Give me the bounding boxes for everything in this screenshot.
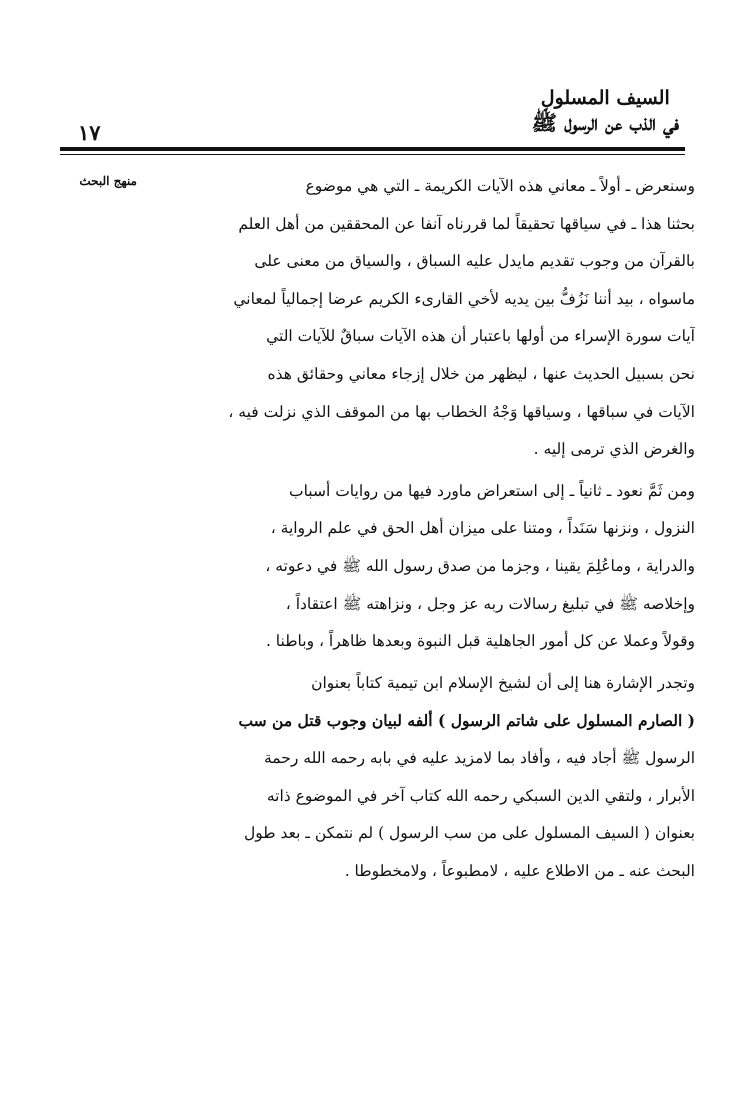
text-line: نحن بسبيل الحديث عنها ، ليظهر من خلال إزجاء معاني وحقائق هذه [267, 364, 695, 383]
text-line: الأبرار ، ولتقي الدين السبكي رحمه الله كتاب آخر في الموضوع ذاته [266, 786, 695, 805]
running-title-line2: في الذب عن الرسول ﷺ [531, 110, 679, 135]
text-line: والغرض الذي ترمى إليه . [533, 440, 695, 459]
text-line: بعنوان ( السيف المسلول على من سب الرسول ) لم نتمكن ـ بعد طول [244, 824, 695, 843]
paragraph [183, 473, 695, 661]
paragraph [183, 168, 695, 469]
text-line: الآيات في سباقها ، وسياقها وَجْهُ الخطاب بها من الموقف الذي نزلت فيه ، [228, 402, 695, 421]
text-line: النزول ، ونزنها سَنَداً ، ومتنا على ميزان أهل الحق في علم الرواية ، [270, 519, 695, 538]
header-rule-thin [60, 154, 685, 155]
text-line: ومن ثَمَّ نعود ـ ثانياً ـ إلى استعراض ماورد فيها من روايات أسباب [288, 481, 695, 500]
header-rule-thick [60, 147, 685, 151]
text-line: ( الصارم المسلول على شاتم الرسول ) ألفه لبيان وجوب قتل من سب [238, 711, 695, 731]
text-line: وسنعرض ـ أولاً ـ معاني هذه الآيات الكريمة ـ التي هي موضوع [305, 177, 695, 195]
text-line: وتجدر الإشارة هنا إلى أن لشيخ الإسلام ابن تيمية كتاباً بعنوان [311, 673, 695, 692]
text-line: بالقرآن من وجوب تقديم مايدل عليه السباق ، والسياق من معنى على [254, 252, 695, 271]
page-header [60, 80, 685, 150]
text-line: وإخلاصه ﷺ في تبليغ رسالات ربه عز وجل ، ونزاهته ﷺ اعتقاداً ، [285, 594, 695, 613]
text-line: آيات سورة الإسراء من أولها باعتبار أن هذه الآيات سباقٌ للآيات التي [266, 327, 695, 346]
paragraph [183, 665, 695, 891]
text-line: ماسواه ، بيد أننا نَزُفُّ بين يديه لأخي القارىء الكريم عرضا إجمالياً لمعاني [233, 289, 695, 308]
body-text [183, 168, 695, 894]
running-title [532, 86, 679, 136]
running-title-line1: السيف المسلول [540, 87, 670, 109]
text-line: والدراية ، وماعُلِمَ يقينا ، وجزما من صدق رسول الله ﷺ في دعوته ، [265, 556, 695, 575]
text-line: وقولاً وعملا عن كل أمور الجاهلية قبل النبوة وبعدها ظاهراً ، وباطنا . [265, 632, 695, 651]
page-number: ١٧ [78, 120, 101, 145]
margin-note: منهج البحث [79, 174, 137, 188]
text-line: البحث عنه ـ من الاطلاع عليه ، لامطبوعاً ، ولامخطوطا . [344, 861, 695, 880]
text-line: بحثنا هذا ـ في سياقها تحقيقاً لما قررناه آنفا عن المحققين من أهل العلم [238, 214, 695, 233]
text-line: الرسول ﷺ أجاد فيه ، وأفاد بما لامزيد عليه في بابه رحمه الله رحمة [264, 748, 695, 767]
